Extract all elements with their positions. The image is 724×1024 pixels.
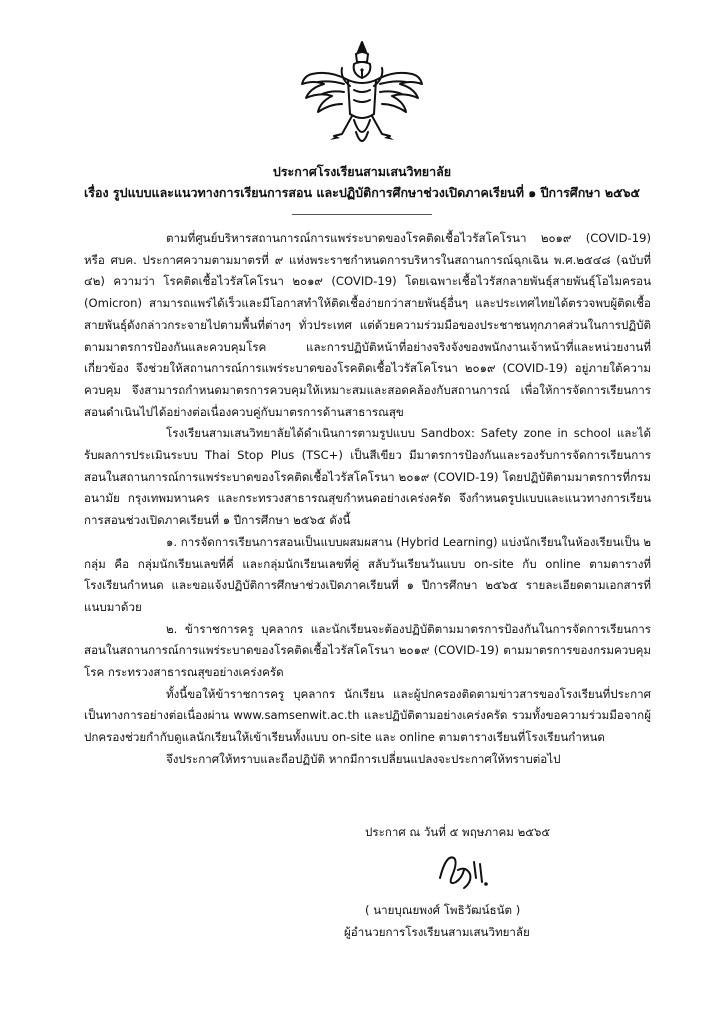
announcement-title: ประกาศโรงเรียนสามเสนวิทยาลัย bbox=[272, 164, 452, 179]
body-paragraph: ๒. ข้าราชการครู บุคลากร และนักเรียนจะต้องปฏิบัติตามมาตรการป้องกันในการจัดการเรียนการสอนในสถานการณ์การแพร่ระบาดของโรคติดเชื้อไวรัสโคโรนา ๒๐๑๙ (COVID-19) ตามมาตรการของกรมควบคุมโรค กระทรวงสาธารณสุขอย่างเคร่งครัด bbox=[84, 621, 651, 680]
announcement-body bbox=[84, 228, 651, 771]
body-paragraph: ทั้งนี้ขอให้ข้าราชการครู บุคลากร นักเรียน และผู้ปกครองติดตามข่าวสารของโรงเรียนที่ประกาศเป็นทางการอย่างต่อเนื่องผ่าน www.samsenwit.ac.th และปฏิบัติตามอย่างเคร่งครัด รวมทั้งขอความร่วมมือจากผู้ปกครองช่วยกำกับดูแลนักเรียนให้เข้าเรียนทั้งแบบ on-site และ online ตามตารางเรียนที่โรงเรียนกำหนด bbox=[84, 686, 651, 745]
signer-name: ( นายบุณยพงศ์ โพธิวัฒน์ธนัต ) bbox=[365, 903, 521, 917]
body-paragraph: ๑. การจัดการเรียนการสอนเป็นแบบผสมผสาน (Hybrid Learning) แบ่งนักเรียนในห้องเรียนเป็น ๒ กลุ่ม คือ กลุ่มนักเรียนเลขที่คี่ และกลุ่มนักเรียนเลขที่คู่ สลับวันเรียนวันแบบ on-site กับ online ตามตารางที่โรงเรียนกำหนด และขอแจ้งปฏิบัติการศึกษาช่วงเปิดภาคเรียนที่ ๑ ปีการศึกษา ๒๕๖๕ รายละเอียดตามเอกสารที่แนบมาด้วย bbox=[84, 534, 651, 614]
announcement-date: ประกาศ ณ วันที่ ๕ พฤษภาคม ๒๕๖๕ bbox=[365, 825, 551, 839]
announcement-subject: เรื่อง รูปแบบและแนวทางการเรียนการสอน และปฏิบัติการศึกษาช่วงเปิดภาคเรียนที่ ๑ ปีการศึกษา ๒๕๖๕ bbox=[83, 185, 641, 200]
body-paragraph: ตามที่ศูนย์บริหารสถานการณ์การแพร่ระบาดของโรคติดเชื้อไวรัสโคโรนา ๒๐๑๙ (COVID-19) หรือ ศบค. ประกาศความตามมาตรที่ ๙ แห่งพระราชกำหนดการบริหารในสถานการณ์ฉุกเฉิน พ.ศ.๒๕๔๘ (ฉบับที่ ๔๒) ความว่า โรคติดเชื้อไวรัสโคโรนา ๒๐๑๙ (COVID-19) โดยเฉพาะเชื้อไวรัสกลายพันธุ์สายพันธุ์โอไมครอน (Omicron) สามารถแพร่ได้เร็วและมีโอกาสทำให้ติดเชื้อง่ายกว่าสายพันธุ์อื่นๆ และประเทศไทยได้ตรวจพบผู้ติดเชื้อสายพันธุ์ดังกล่าวกระจายไปตามพื้นที่ต่างๆ ทั่วประเทศ แต่ด้วยความร่วมมือของประชาชนทุกภาคส่วนในการปฏิบัติตามมาตรการป้องกันและควบคุมโรค และการปฏิบัติหน้าที่อย่างจริงจังของพนักงานเจ้าหน้าที่และหน่วยงานที่เกี่ยวข้อง จึงช่วยให้สถานการณ์การแพร่ระบาดของโรคติดเชื้อไวรัสโคโรนา ๒๐๑๙ (COVID-19) อยู่ภายใต้ความควบคุม จึงสามารถกำหนดมาตรการควบคุมให้เหมาะสมและสอดคล้องกับสถานการณ์ เพื่อให้การจัดการเรียนการสอนดำเนินไปได้อย่างต่อเนื่องควบคู่กับมาตรการด้านสาธารณสุข bbox=[84, 231, 651, 419]
handwritten-signature-icon bbox=[430, 848, 500, 894]
title-divider bbox=[292, 214, 432, 215]
closing-statement: จึงประกาศให้ทราบและถือปฏิบัติ หากมีการเปลี่ยนแปลงจะประกาศให้ทราบต่อไป bbox=[166, 751, 561, 766]
body-paragraph: โรงเรียนสามเสนวิทยาลัยได้ดำเนินการตามรูปแบบ Sandbox: Safety zone in school และได้รับผลการประเมินระบบ Thai Stop Plus (TSC+) เป็นสีเขียว มีมาตรการป้องกันและรองรับการจัดการเรียนการสอนในสถานการณ์การแพร่ระบาดของโรคติดเชื้อไวรัสโคโรนา ๒๐๑๙ (COVID-19) โดยปฏิบัติตามมาตรการที่กรมอนามัย กรุงเทพมหานคร และกระทรวงสาธารณสุขกำหนดอย่างเคร่งครัด จึงกำหนดรูปแบบและแนวทางการเรียนการสอนช่วงเปิดภาคเรียนที่ ๑ ปีการศึกษา ๒๕๖๕ ดังนี้ bbox=[84, 426, 651, 528]
garuda-emblem-icon bbox=[300, 40, 424, 152]
signer-title: ผู้อำนวยการโรงเรียนสามเสนวิทยาลัย bbox=[344, 925, 530, 939]
